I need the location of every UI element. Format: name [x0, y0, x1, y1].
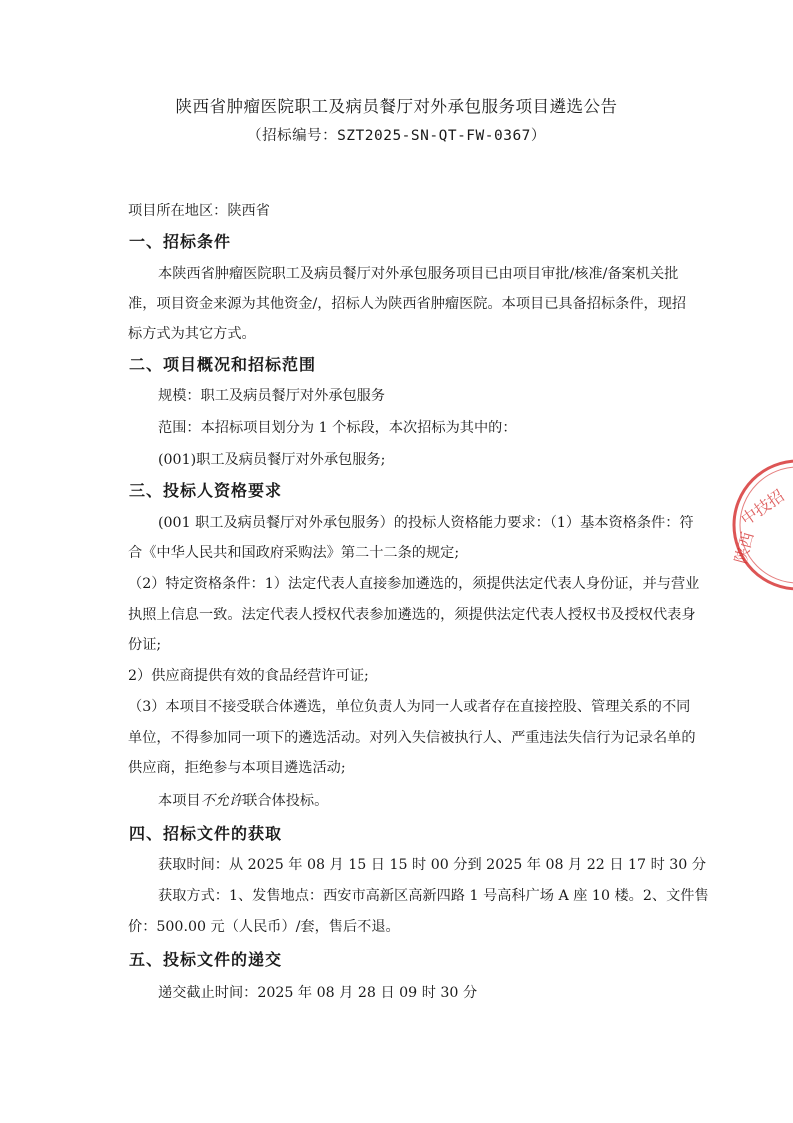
section-3-line-5: 份证; — [128, 637, 162, 653]
consortium-suffix: 联合体投标。 — [243, 793, 329, 809]
section-3-line-3: （2）特定资格条件：1）法定代表人直接参加遴选的，须提供法定代表人身份证，并与营业 — [128, 576, 700, 592]
section-4-line-3: 价：500.00 元（人民币）/套，售后不退。 — [128, 919, 400, 935]
section-1-line-3: 标方式为其它方式。 — [128, 326, 256, 342]
project-region: 项目所在地区：陕西省 — [128, 203, 270, 219]
section-2-line-1: 规模：职工及病员餐厅对外承包服务 — [158, 388, 386, 404]
section-3-line-1: (001 职工及病员餐厅对外承包服务）的投标人资格能力要求：（1）基本资格条件：符 — [158, 515, 694, 531]
svg-text:中技招: 中技招 — [737, 485, 788, 530]
section-heading-3: 三、投标人资格要求 — [129, 481, 283, 500]
section-3-line-2: 合《中华人民共和国政府采购法》第二十二条的规定; — [128, 545, 460, 561]
document-title: 陕西省肿瘤医院职工及病员餐厅对外承包服务项目遴选公告 — [175, 97, 618, 116]
section-3-line-4: 执照上信息一致。法定代表人授权代表参加遴选的，须提供法定代表人授权书及授权代表身 — [128, 607, 696, 623]
section-4-line-2: 获取方式：1、发售地点：西安市高新区高新四路 1 号高科广场 A 座 10 楼。2、文件售 — [158, 888, 709, 904]
section-heading-1: 一、招标条件 — [129, 232, 232, 251]
section-2-line-3: (001)职工及病员餐厅对外承包服务; — [158, 452, 386, 468]
consortium-emphasis: 不允许 — [200, 793, 244, 809]
section-2-line-2: 范围：本招标项目划分为 1 个标段，本次招标为其中的： — [158, 420, 517, 436]
svg-text:陕西: 陕西 — [730, 529, 758, 566]
section-4-line-1: 获取时间：从 2025 年 08 月 15 日 15 时 00 分到 2025 年 08 月 22 日 17 时 30 分 — [158, 857, 707, 873]
official-seal-stamp — [728, 455, 793, 595]
section-heading-2: 二、项目概况和招标范围 — [129, 355, 317, 374]
section-3-line-8: 单位，不得参加同一项下的遴选活动。对列入失信被执行人、严重违法失信行为记录名单的 — [128, 730, 696, 746]
section-heading-4: 四、招标文件的获取 — [129, 824, 283, 843]
section-1-line-2: 准，项目资金来源为其他资金/，招标人为陕西省肿瘤医院。本项目已具备招标条件，现招 — [128, 296, 687, 312]
consortium-statement — [158, 791, 698, 811]
section-1-line-1: 本陕西省肿瘤医院职工及病员餐厅对外承包服务项目已由项目审批/核准/备案机关批 — [158, 266, 679, 282]
section-3-line-7: （3）本项目不接受联合体遴选，单位负责人为同一人或者存在直接控股、管理关系的不同 — [128, 699, 691, 715]
section-3-line-6: 2）供应商提供有效的食品经营许可证; — [128, 668, 369, 684]
consortium-prefix: 本项目 — [158, 793, 201, 809]
section-5-line-1: 递交截止时间：2025 年 08 月 28 日 09 时 30 分 — [158, 985, 478, 1001]
tender-code: （招标编号：SZT2025-SN-QT-FW-0367） — [247, 128, 546, 144]
section-3-line-9: 供应商，拒绝参与本项目遴选活动; — [128, 760, 346, 776]
section-heading-5: 五、投标文件的递交 — [129, 950, 283, 969]
